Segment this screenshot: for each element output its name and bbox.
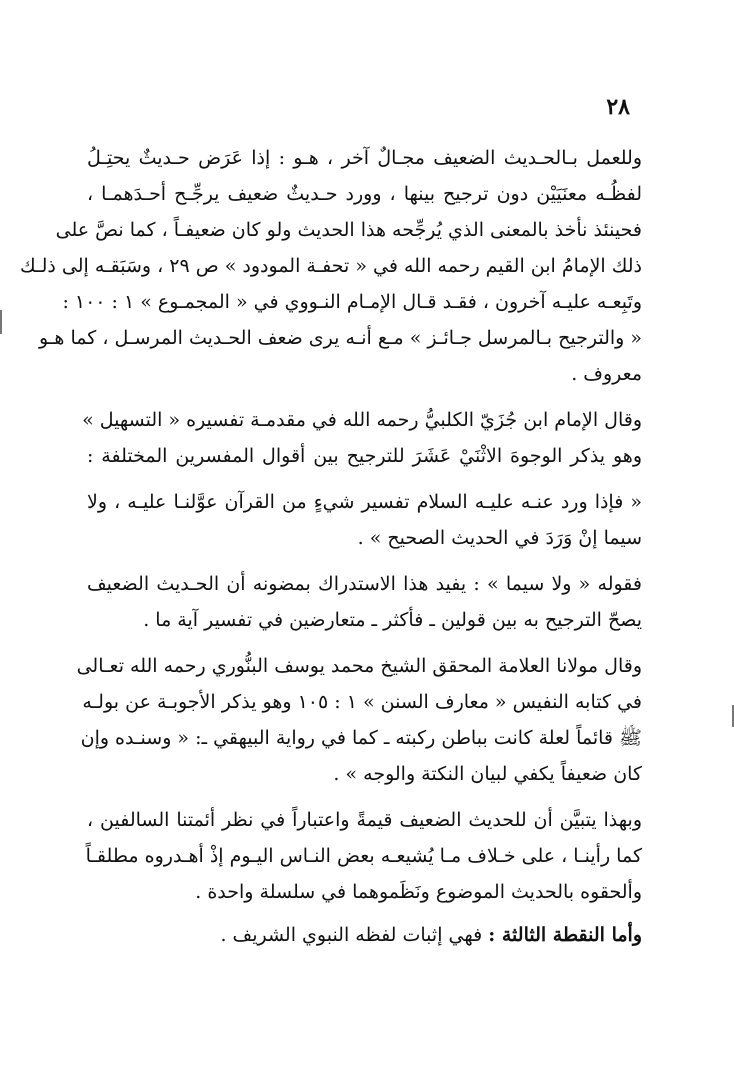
text-line: وقال الإمام ابن جُزَيّ الكلبيُّ رحمه الله في مقدمـة تفسيره « التسهيل » bbox=[82, 409, 642, 431]
paragraph-7 bbox=[87, 917, 642, 953]
text-line: وللعمل بـالحـديث الضعيف مجـالٌ آخر ، هـو : إذا عَرَض حـديثٌ يحتِـلُ bbox=[87, 147, 642, 169]
text-line: وهو يذكر الوجوهَ الاثْنَيْ عَشَرَ للترجيح بين أقوال المفسرين المختلفة : bbox=[87, 445, 642, 467]
text-line: سيما إنْ وَرَدَ في الحديث الصحيح » . bbox=[357, 527, 642, 549]
text-line: وتَبِعـه عليـه آخرون ، فقـد قـال الإمـام النـووي في « المجمـوع » ١ : ١٠٠ : bbox=[62, 291, 642, 313]
text-line: « والترجيح بـالمرسل جـائـز » مـع أنـه يرى ضعف الحـديث المرسـل ، كما هـو bbox=[39, 327, 642, 349]
text-line: فقوله « ولا سيما » : يفيد هذا الاستدراك بمضونه أن الحـديث الضعيف bbox=[87, 573, 642, 595]
paragraph-6 bbox=[87, 802, 642, 910]
text-line: « فإذا ورد عنـه عليـه السلام تفسير شيءٍ من القرآن عوَّلنـا عليـه ، ولا bbox=[87, 491, 642, 513]
paragraph-1 bbox=[20, 140, 642, 392]
text-line: في كتابه النفيس « معارف السنن » ١ : ١٠٥ وهو يذكر الأجوبـة عن بولـه bbox=[82, 691, 642, 713]
paragraph-4 bbox=[87, 566, 642, 638]
text-line: كما رأينـا ، على خـلاف مـا يُشيعـه بعض النـاس اليـوم إذْ أهـدروه مطلقـاً bbox=[85, 845, 642, 867]
left-margin-mark bbox=[0, 310, 2, 334]
page-body bbox=[20, 140, 642, 953]
text-line bbox=[87, 917, 642, 953]
paragraph-2 bbox=[82, 402, 642, 474]
text-line: وألحقوه بالحديث الموضوع ونَظَموهما في سلسلة واحدة . bbox=[195, 881, 642, 903]
text-line: كان ضعيفاً يكفي لبيان النكتة والوجه » . bbox=[333, 763, 642, 785]
text-line: معروف . bbox=[571, 363, 642, 385]
text-line: وقال مولانا العلامة المحقق الشيخ محمد يوسف البنُّوري رحمه الله تعـالى bbox=[76, 655, 642, 677]
text-line: يصحّ الترجيح به بين قولين ـ فأكثر ـ متعارضين في تفسير آية ما . bbox=[143, 609, 642, 631]
text-line: لفظُـه معنَيَيْن دون ترجيح بينها ، وورد حـديثٌ ضعيف يرجِّـح أحـدَهمـا ، bbox=[87, 183, 642, 205]
paragraph-5 bbox=[76, 648, 642, 792]
section-heading-text: فهي إثبات لفظه النبوي الشريف . bbox=[220, 924, 489, 946]
section-heading: وأما النقطة الثالثة : bbox=[488, 924, 642, 946]
text-line: ﷺ قائماً لعلة كانت بباطن ركبته ـ كما في رواية البيهقي ـ: « وسنـده وإن bbox=[80, 727, 642, 749]
text-line: فحينئذ نأخذ بالمعنى الذي يُرجِّحه هذا الحديث ولو كان ضعيفـاً ، كما نصَّ على bbox=[55, 219, 642, 241]
text-line: ذلك الإمامُ ابن القيم رحمه الله في « تحفـة المودود » ص ٢٩ ، وسَبَقـه إلى ذلـك bbox=[20, 255, 642, 277]
text-line: وبهذا يتبيَّن أن للحديث الضعيف قيمةً واعتباراً في نظر أئمتنا السالفين ، bbox=[87, 809, 642, 831]
quote-paragraph bbox=[87, 484, 642, 556]
page-number: ٢٨ bbox=[606, 94, 630, 120]
